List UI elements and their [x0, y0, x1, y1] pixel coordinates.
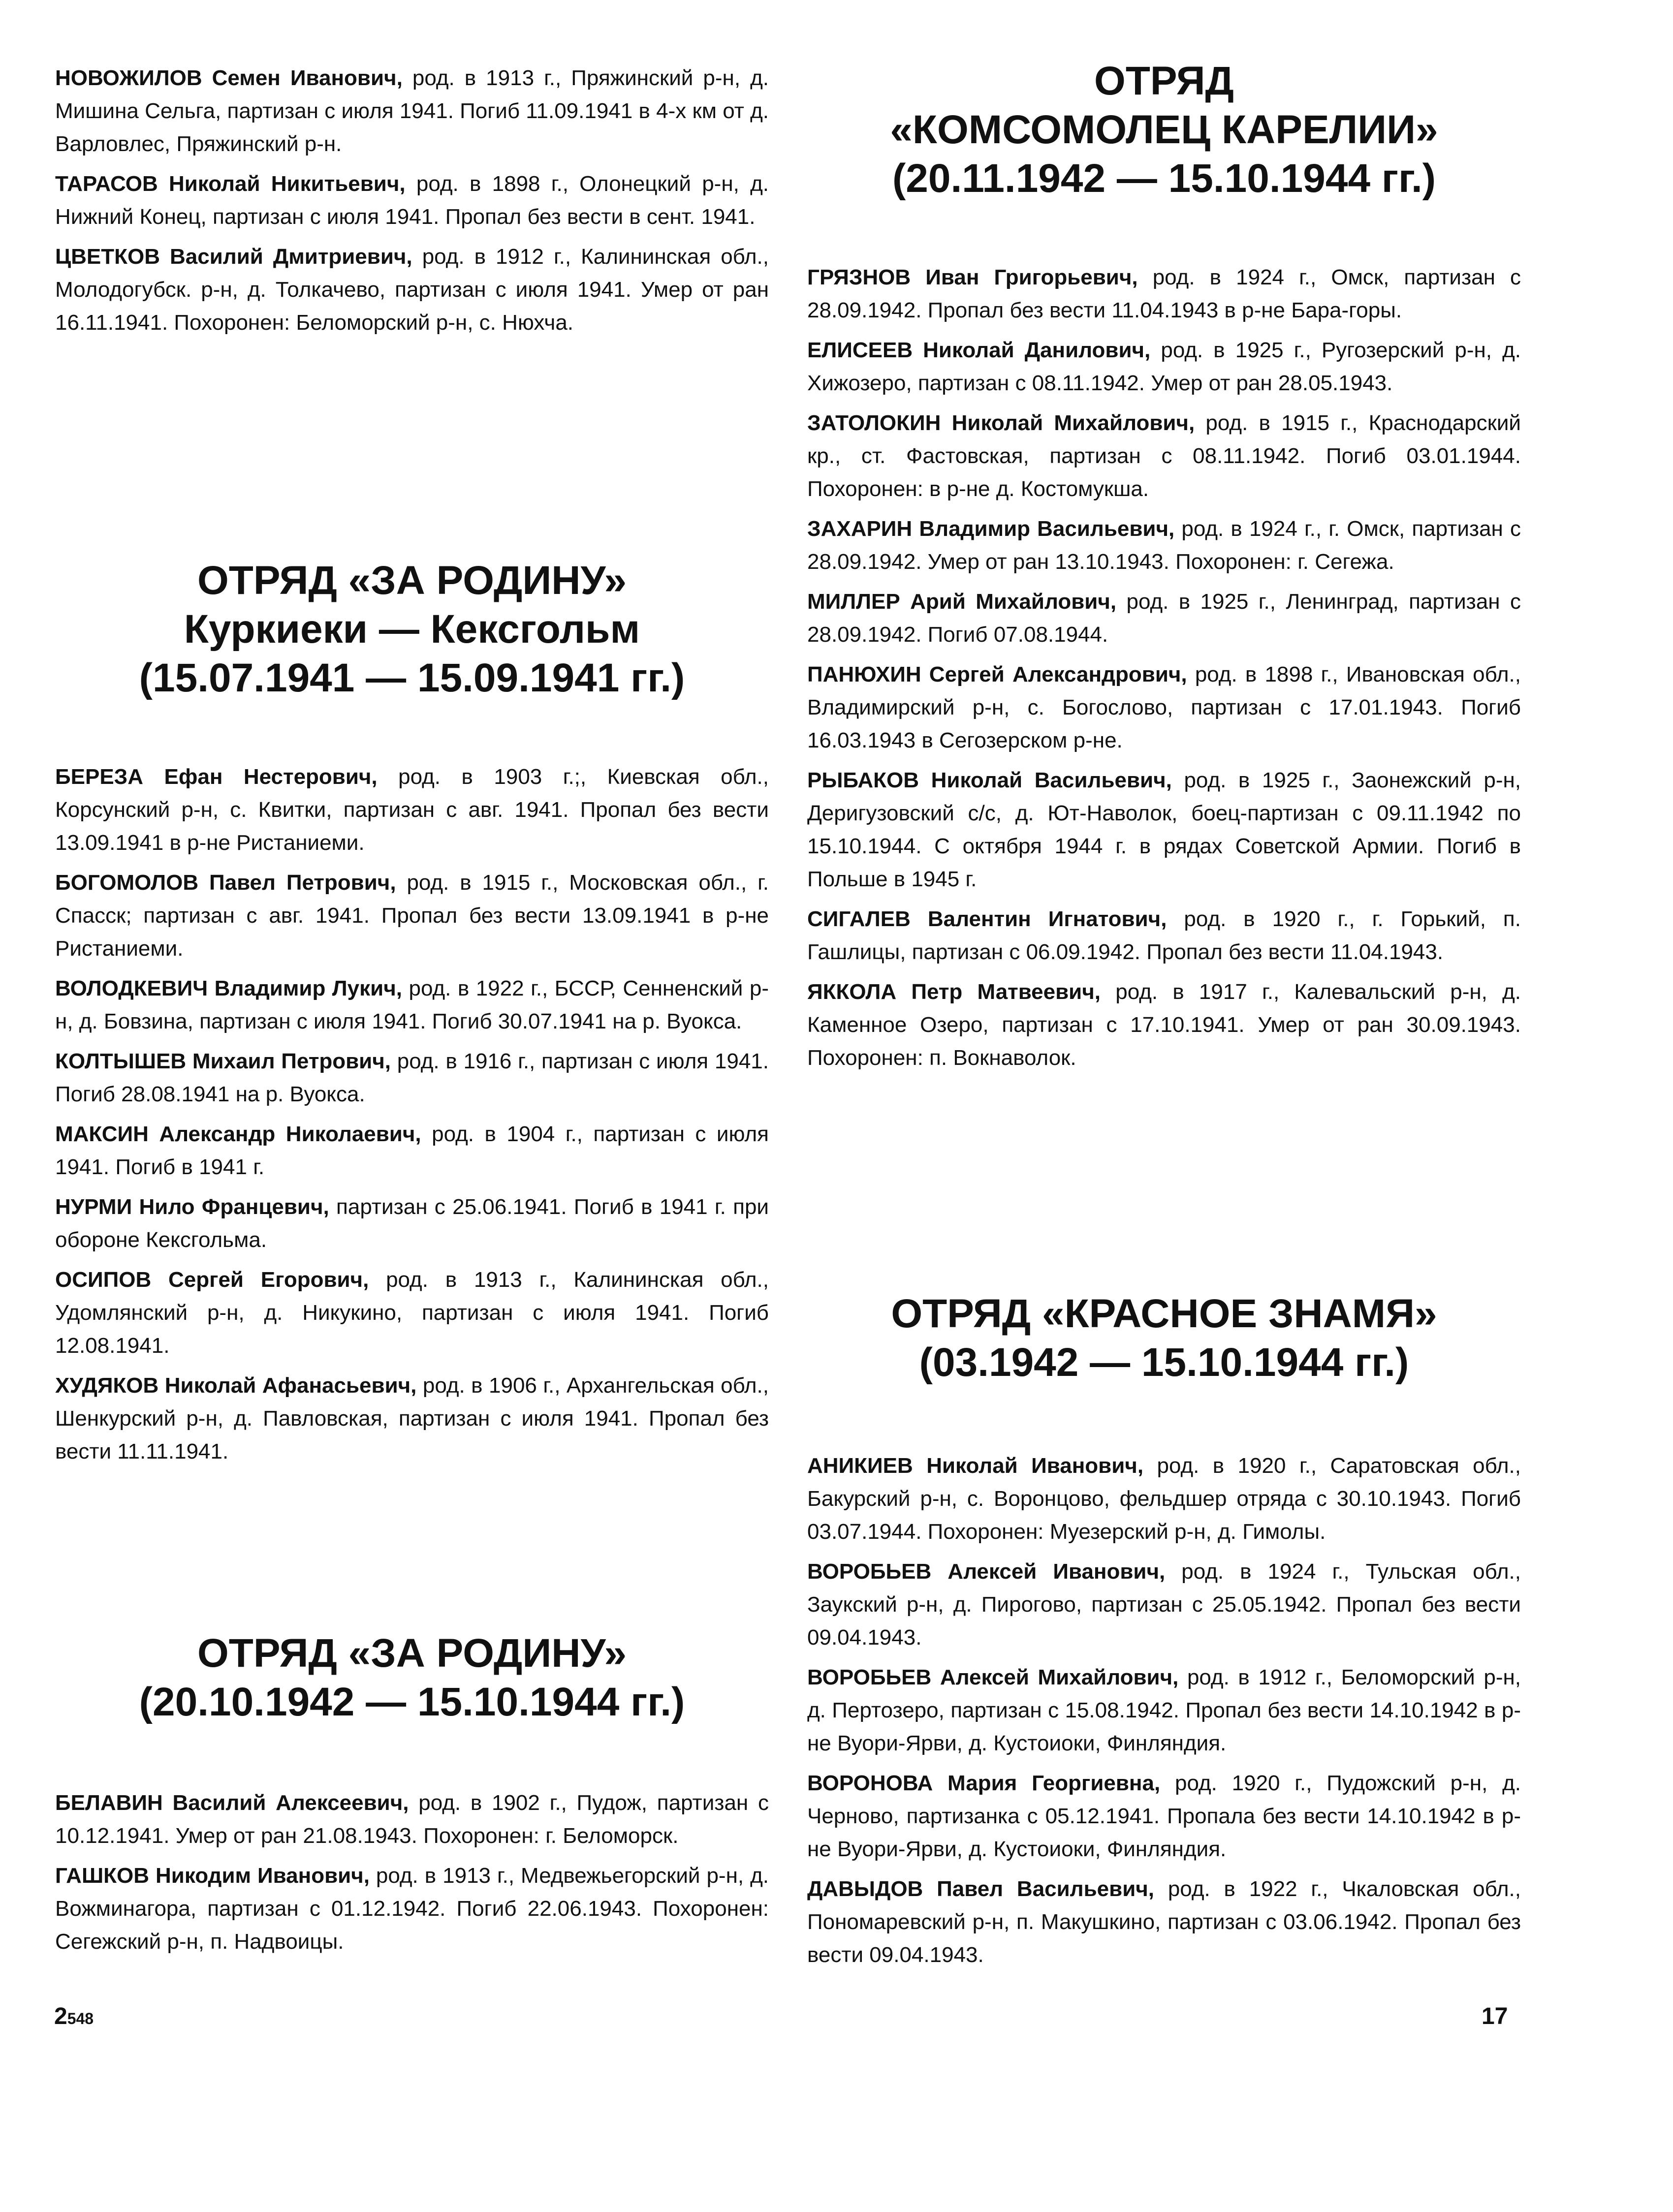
entry-name: ТАРАСОВ Николай Никитьевич, [55, 172, 406, 196]
entry-text: род. в 1915 г., Московская обл., г. Спасск; партизан с авг. 1941. Пропал без вести 13.09.1941 в р-не Ристаниеми. [55, 871, 769, 961]
heading-line: ОТРЯД «КРАСНОЕ ЗНАМЯ» [891, 1291, 1437, 1336]
entry-text: род. 1920 г., Пудожский р-н, д. Черново, партизанка с 05.12.1941. Пропала без вести 14.10.1942 в р-не Вуори-Ярви, д. Кустоиоки, Финляндия. [807, 1771, 1521, 1861]
entry-name: СИГАЛЕВ Валентин Игнатович, [807, 907, 1167, 931]
entry-name: ГАШКОВ Никодим Иванович, [55, 1864, 370, 1888]
entry-miller [807, 585, 1521, 651]
entry-voronova [807, 1767, 1521, 1866]
entry-text: род. в 1898 г., Олонецкий р-н, д. Нижний Конец, партизан с июля 1941. Пропал без вести в сент. 1941. [55, 172, 769, 229]
entry-text: род. в 1920 г., г. Горький, п. Гашлицы, партизан с 06.09.1942. Пропал без вести 11.04.1943. [807, 907, 1521, 964]
entry-text: род. в 1925 г., Ругозерский р-н, д. Хижозеро, партизан с 08.11.1942. Умер от ран 28.05.1943. [807, 338, 1521, 395]
entry-text: род. в 1917 г., Калевальский р-н, д. Каменное Озеро, партизан с 17.10.1941. Умер от ран 30.09.1943. Похоронен: п. Вокнаволок. [807, 980, 1521, 1070]
heading-line: (20.11.1942 — 15.10.1944 гг.) [892, 156, 1436, 201]
entry-panyukhin [807, 658, 1521, 757]
heading-line: ОТРЯД «ЗА РОДИНУ» [197, 558, 627, 603]
entry-text: род. в 1920 г., Саратовская обл., Бакурский р-н, с. Воронцово, фельдшер отряда с 30.10.1943. Погиб 03.07.1944. Похоронен: Муезерский р-н, д. Гимолы. [807, 1454, 1521, 1544]
heading-line: ОТРЯД «ЗА РОДИНУ» [197, 1631, 627, 1676]
entry-zakharin [807, 512, 1521, 578]
entry-vorobiev-am [807, 1661, 1521, 1760]
entry-davydov [807, 1872, 1521, 1971]
entry-name: ЗАХАРИН Владимир Васильевич, [807, 517, 1175, 541]
entry-text: род. в 1906 г., Архангельская обл., Шенкурский р-н, д. Павловская, партизан с июля 1941. Пропал без вести 11.11.1941. [55, 1373, 769, 1464]
entry-name: РЫБАКОВ Николай Васильевич, [807, 768, 1172, 792]
entry-name: НОВОЖИЛОВ Семен Иванович, [55, 66, 403, 90]
heading-line: «КОМСОМОЛЕЦ КАРЕЛИИ» [890, 107, 1438, 152]
entry-text: род. в 1912 г., Беломорский р-н, д. Пертозеро, партизан с 15.08.1942. Пропал без вести 14.10.1942 в р-не Вуори-Ярви, д. Кустоиоки, Финляндия. [807, 1665, 1521, 1755]
entry-volodkevich [55, 972, 769, 1038]
entry-name: ЗАТОЛОКИН Николай Михайлович, [807, 411, 1195, 435]
entry-list [55, 62, 769, 339]
entry-name: ВОЛОДКЕВИЧ Владимир Лукич, [55, 976, 402, 1000]
entry-text: род. в 1913 г., Калининская обл., Удомлянский р-н, д. Никукино, партизан с июля 1941. Погиб 12.08.1941. [55, 1268, 769, 1358]
heading-line: ОТРЯД [1094, 59, 1234, 103]
entry-sigalev [807, 903, 1521, 968]
heading-line: (03.1942 — 15.10.1944 гг.) [919, 1340, 1409, 1385]
entry-gashkov [55, 1859, 769, 1958]
entry-list [55, 1786, 769, 1958]
entry-maksin [55, 1118, 769, 1184]
heading-line: (20.10.1942 — 15.10.1944 гг.) [139, 1680, 685, 1724]
entry-belavin [55, 1786, 769, 1852]
entry-text: род. в 1912 г., Калининская обл., Молодогубск. р-н, д. Толкачево, партизан с июля 1941. Умер от ран 16.11.1941. Похоронен: Беломорский р-н, с. Нюхча. [55, 245, 769, 335]
signature-main: 2 [54, 2003, 67, 2029]
entry-text: партизан с 25.06.1941. Погиб в 1941 г. при обороне Кексгольма. [55, 1195, 769, 1252]
entry-bereza [55, 760, 769, 859]
entry-name: ХУДЯКОВ Николай Афанасьевич, [55, 1373, 417, 1398]
entry-text: род. в 1913 г., Медвежьегорский р-н, д. Вожминагора, партизан с 01.12.1942. Погиб 22.06.1943. Похоронен: Сегежский р-н, п. Надвоицы. [55, 1864, 769, 1954]
entry-name: ЯККОЛА Петр Матвеевич, [807, 980, 1101, 1004]
heading-line: (15.07.1941 — 15.09.1941 гг.) [139, 655, 685, 700]
section-heading-za-rodinu-1941 [55, 556, 769, 702]
entry-name: БЕРЕЗА Ефан Нестерович, [55, 765, 378, 789]
entry-vorobiev-ai [807, 1555, 1521, 1654]
entry-name: МИЛЛЕР Арий Михайлович, [807, 590, 1117, 614]
entry-nurmi [55, 1190, 769, 1256]
entry-text: род. в 1898 г., Ивановская обл., Владимирский р-н, с. Богослово, партизан с 17.01.1943. Погиб 16.03.1943 в Сегозерском р-не. [807, 662, 1521, 752]
entry-name: ЕЛИСЕЕВ Николай Данилович, [807, 338, 1151, 362]
entry-name: ЦВЕТКОВ Василий Дмитриевич, [55, 245, 412, 269]
entry-text: род. в 1924 г., г. Омск, партизан с 28.09.1942. Умер от ран 13.10.1943. Похоронен: г. Сегежа. [807, 517, 1521, 574]
entry-name: КОЛТЫШЕВ Михаил Петрович, [55, 1049, 391, 1073]
entry-name: ПАНЮХИН Сергей Александрович, [807, 662, 1187, 686]
entry-list [807, 1449, 1521, 1971]
entry-text: род. в 1904 г., партизан с июля 1941. Погиб в 1941 г. [55, 1122, 769, 1179]
entry-khudyakov [55, 1369, 769, 1468]
page-number: 17 [1482, 2003, 1508, 2029]
entry-text: род. в 1902 г., Пудож, партизан с 10.12.1941. Умер от ран 21.08.1943. Похоронен: г. Беломорск. [55, 1791, 769, 1848]
entry-gryaznov [807, 261, 1521, 327]
section-heading-za-rodinu-1942 [55, 1629, 769, 1726]
entry-rybakov [807, 764, 1521, 896]
entry-name: АНИКИЕВ Николай Иванович, [807, 1454, 1144, 1478]
entry-name: ВОРОНОВА Мария Георгиевна, [807, 1771, 1161, 1795]
entry-name: ОСИПОВ Сергей Егорович, [55, 1268, 369, 1292]
entry-yakkola [807, 975, 1521, 1074]
entry-text: род. в 1924 г., Омск, партизан с 28.09.1942. Пропал без вести 11.04.1943 в р-не Бара-горы. [807, 265, 1521, 322]
entry-name: ВОРОБЬЕВ Алексей Михайлович, [807, 1665, 1179, 1689]
entry-name: БОГОМОЛОВ Павел Петрович, [55, 871, 396, 895]
heading-line: Куркиеки — Кексгольм [184, 607, 640, 652]
entry-name: МАКСИН Александр Николаевич, [55, 1122, 421, 1146]
entry-text: род. в 1903 г.;, Киевская обл., Корсунский р-н, с. Квитки, партизан с авг. 1941. Пропал без вести 13.09.1941 в р-не Ристаниеми. [55, 765, 769, 855]
printer-signature [54, 2003, 94, 2030]
entry-name: БЕЛАВИН Василий Алексеевич, [55, 1791, 409, 1815]
entry-text: род. в 1924 г., Тульская обл., Заукский р-н, д. Пирогово, партизан с 25.05.1942. Пропал без вести 09.04.1943. [807, 1559, 1521, 1650]
entry-name: ВОРОБЬЕВ Алексей Иванович, [807, 1559, 1166, 1584]
entry-tarasov [55, 167, 769, 233]
entry-list [55, 760, 769, 1468]
entry-text: род. в 1922 г., Чкаловская обл., Пономаревский р-н, п. Макушкино, партизан с 03.06.1942. Пропал без вести 09.04.1943. [807, 1877, 1521, 1967]
entry-zatolokin [807, 406, 1521, 505]
signature-sub: 548 [67, 2010, 94, 2027]
entry-text: род. в 1925 г., Ленинград, партизан с 28.09.1942. Погиб 07.08.1944. [807, 590, 1521, 647]
entry-name: ДАВЫДОВ Павел Васильевич, [807, 1877, 1155, 1901]
section-heading-komsomolets-karelii [807, 57, 1521, 203]
section-heading-krasnoe-znamya [807, 1289, 1521, 1387]
entry-anikiev [807, 1449, 1521, 1548]
entry-name: НУРМИ Нило Францевич, [55, 1195, 329, 1219]
entry-text: род. в 1922 г., БССР, Сенненский р-н, д. Бовзина, партизан с июля 1941. Погиб 30.07.1941 на р. Вуокса. [55, 976, 769, 1033]
entry-novozhilov [55, 62, 769, 160]
entry-koltyshev [55, 1045, 769, 1111]
entry-list [807, 261, 1521, 1074]
entry-text: род. в 1916 г., партизан с июля 1941. Погиб 28.08.1941 на р. Вуокса. [55, 1049, 769, 1106]
entry-text: род. в 1913 г., Пряжинский р-н, д. Мишина Сельга, партизан с июля 1941. Погиб 11.09.1941 в 4-х км от д. Варловлес, Пряжинский р-н. [55, 66, 769, 156]
entry-eliseev [807, 334, 1521, 400]
entry-osipov [55, 1263, 769, 1362]
entry-name: ГРЯЗНОВ Иван Григорьевич, [807, 265, 1138, 289]
entry-tsvetkov [55, 240, 769, 339]
entry-bogomolov [55, 866, 769, 965]
entry-text: род. в 1915 г., Краснодарский кр., ст. Фастовская, партизан с 08.11.1942. Погиб 03.01.1944. Похоронен: в р-не д. Костомукша. [807, 411, 1521, 501]
entry-text: род. в 1925 г., Заонежский р-н, Деригузовский с/с, д. Ют-Наволок, боец-партизан с 09.11.1942 по 15.10.1944. С октября 1944 г. в рядах Советской Армии. Погиб в Польше в 1945 г. [807, 768, 1521, 891]
